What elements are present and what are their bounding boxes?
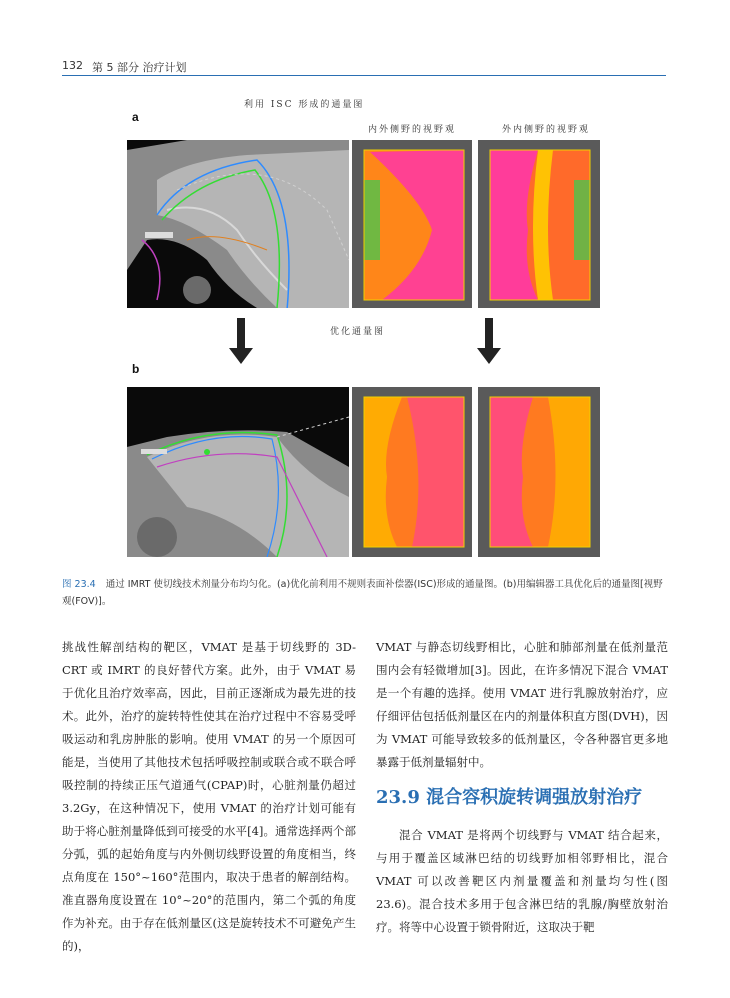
right-paragraph-1: VMAT 与静态切线野相比，心脏和肺部剂量在低剂量范围内会有轻微增加[3]。因此，在许多情况下混合 VMAT 是一个有趣的选择。使用 VMAT 进行乳腺放射治疗，应仔细评估包括低剂量区在内的剂量体积直方图(DVH)，因为 VMAT 可能导致较多的低剂量区，令各种器官更多地暴露于低剂量辐射中。 bbox=[376, 640, 668, 769]
fluence-map-b-medial bbox=[352, 387, 472, 557]
figure-caption bbox=[62, 576, 672, 610]
part-title: 第 5 部分 治疗计划 bbox=[92, 61, 187, 74]
middle-caption: 优化通量图 bbox=[330, 327, 386, 337]
view-lateral-label-a: 外内侧野的视野观 bbox=[502, 125, 591, 135]
fluence-map-a-medial bbox=[352, 140, 472, 308]
fluence-map-a-lateral bbox=[478, 140, 600, 308]
down-arrow-icon bbox=[234, 318, 248, 366]
figure-23-4 bbox=[122, 92, 608, 565]
right-column bbox=[376, 636, 668, 939]
panel-a-label: a bbox=[132, 110, 139, 124]
left-paragraph: 挑战性解剖结构的靶区，VMAT 是基于切线野的 3D-CRT 或 IMRT 的良好替代方案。此外，由于 VMAT 易于优化且治疗效率高，因此，目前正逐渐成为最先进的技术。此外，治疗的旋转特性使其在治疗过程中不容易受呼吸运动和乳房肿胀的影响。使用 VMAT 的另一个原因可能是，当使用了其他技术包括呼吸控制或联合或不联合呼吸控制的持续正压气道通气(CPAP)时，心脏剂量仍超过 3.2Gy，在这种情况下，使用 VMAT 的治疗计划可能有助于将心脏剂量降低到可接受的水平[4]。通常选择两个部分弧，弧的起始角度与内外侧切线野设置的角度相当，终点角度在 150°~160°范围内，取决于患者的解剖结构。准直器角度设置在 10°~20°的范围内，第二个弧的角度作为补充。由于存在低剂量区(这是旋转技术不可避免产生的)， bbox=[62, 640, 356, 953]
page-header bbox=[62, 55, 666, 77]
header-rule bbox=[62, 75, 666, 76]
ct-image-b bbox=[127, 387, 349, 557]
panel-b-label: b bbox=[132, 362, 140, 376]
figure-number: 图 23.4 bbox=[62, 579, 96, 590]
ct-image-a bbox=[127, 140, 349, 308]
page-number: 132 bbox=[62, 59, 83, 72]
right-paragraph-2: 混合 VMAT 是将两个切线野与 VMAT 结合起来，与用于覆盖区域淋巴结的切线野加相邻野相比，混合 VMAT 可以改善靶区内剂量覆盖和剂量均匀性(图 23.6)。混合技术多用于包含淋巴结的乳腺/胸壁放射治疗。将等中心设置于锁骨附近，这取决于靶 bbox=[376, 828, 668, 934]
view-medial-label-a: 内外侧野的视野观 bbox=[368, 125, 457, 135]
down-arrow-icon bbox=[482, 318, 496, 366]
section-heading: 23.9 混合容积旋转调强放射治疗 bbox=[376, 787, 643, 808]
caption-text: 通过 IMRT 使切线技术剂量分布均匀化。(a)优化前利用不规则表面补偿器(ISC)形成的通量图。(b)用编辑器工具优化后的通量图[视野观(FOV)]。 bbox=[62, 579, 663, 607]
figure-top-caption: 利用 ISC 形成的通量图 bbox=[244, 100, 365, 110]
fluence-map-b-lateral bbox=[478, 387, 600, 557]
left-column bbox=[62, 636, 356, 958]
